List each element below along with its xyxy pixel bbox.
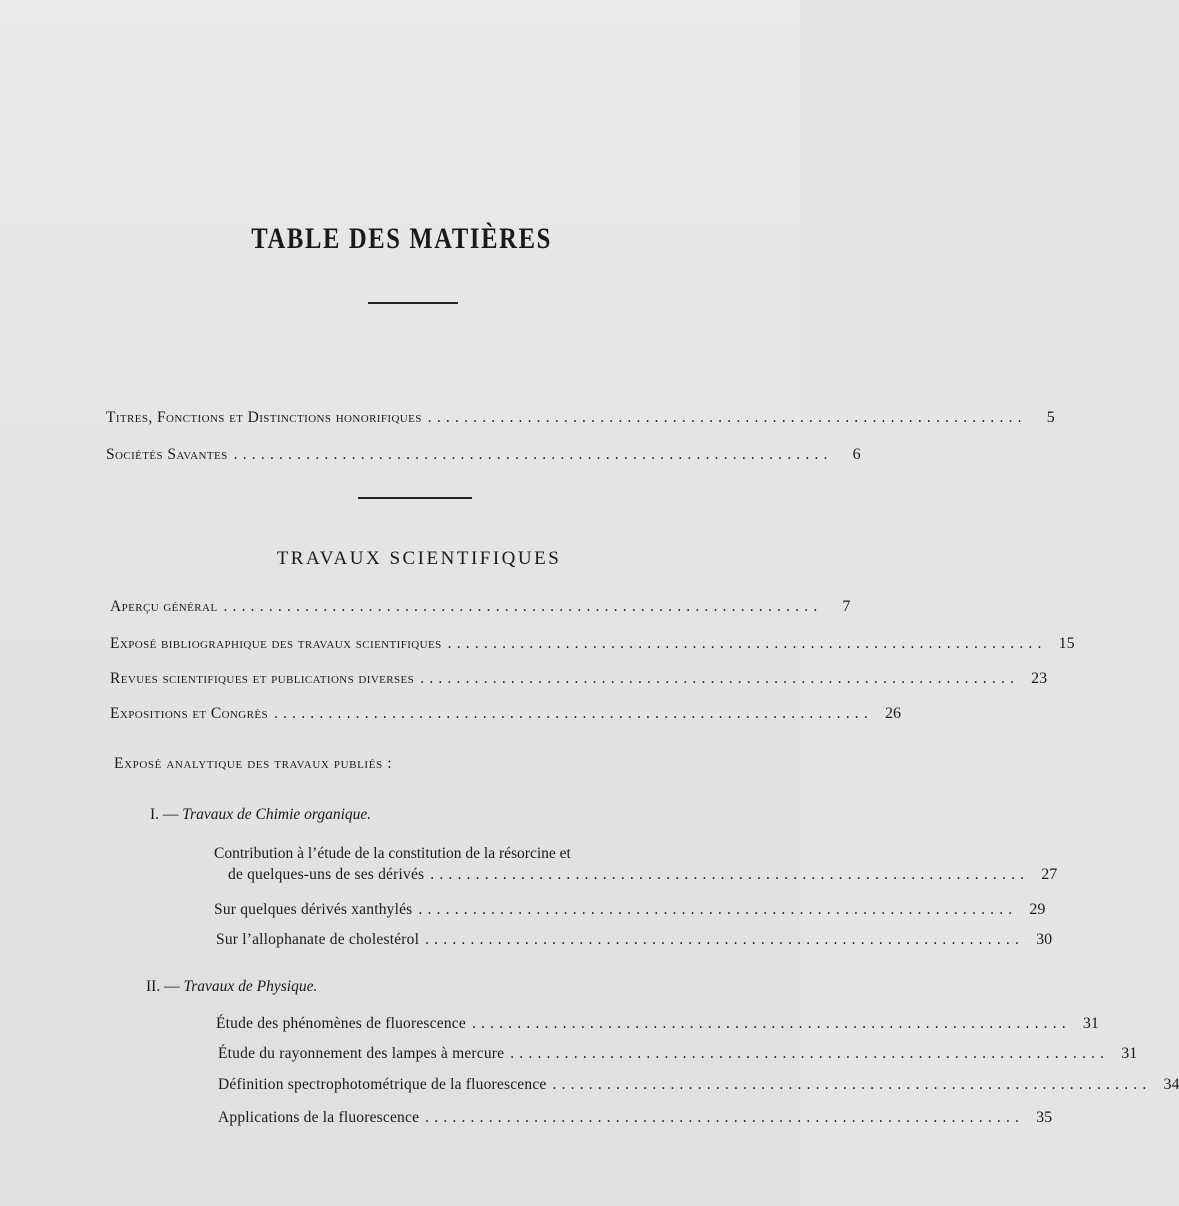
toc-entry bbox=[106, 409, 1055, 427]
group-title: Travaux de Physique. bbox=[183, 978, 318, 995]
dot-leader: .................................................................. bbox=[273, 705, 873, 722]
toc-entry-page: 30 bbox=[1036, 931, 1053, 948]
toc-entry bbox=[110, 670, 1048, 688]
toc-entry-page: 35 bbox=[1036, 1109, 1053, 1126]
toc-entry bbox=[216, 931, 1053, 949]
group-number: I. — bbox=[150, 806, 183, 823]
toc-entry-label: Étude des phénomènes de fluorescence bbox=[216, 1015, 466, 1032]
toc-entry-page: 5 bbox=[1046, 409, 1055, 426]
toc-entry-page: 27 bbox=[1041, 866, 1058, 883]
section-title: TRAVAUX SCIENTIFIQUES bbox=[276, 548, 562, 569]
toc-entry bbox=[218, 1109, 1053, 1127]
toc-entry bbox=[218, 1076, 1179, 1094]
group-title: Travaux de Chimie organique. bbox=[182, 806, 372, 823]
dot-leader: .................................................................. bbox=[552, 1076, 1152, 1093]
page-title: TABLE DES MATIÈRES bbox=[251, 222, 552, 255]
toc-entry bbox=[110, 598, 851, 616]
toc-entry-label: Expositions et Congrès bbox=[110, 705, 268, 722]
dot-leader: .................................................................. bbox=[418, 901, 1018, 918]
toc-entry bbox=[110, 635, 1075, 653]
toc-entry-label: Applications de la fluorescence bbox=[218, 1109, 420, 1126]
title-rule bbox=[368, 302, 458, 304]
toc-entry bbox=[106, 446, 861, 464]
analytic-heading: Exposé analytique des travaux publiés : bbox=[114, 755, 393, 772]
toc-entry bbox=[214, 901, 1046, 919]
dot-leader: .................................................................. bbox=[510, 1045, 1110, 1062]
toc-entry-label: Sur quelques dérivés xanthylés bbox=[214, 901, 413, 918]
dot-leader: .................................................................. bbox=[425, 931, 1025, 948]
toc-entry-page: 26 bbox=[884, 705, 901, 722]
toc-entry bbox=[216, 1015, 1099, 1033]
toc-entry-line: Contribution à l’étude de la constitution de la résorcine et bbox=[214, 845, 571, 862]
toc-entry-page: 7 bbox=[842, 598, 851, 615]
toc-entry-page: 31 bbox=[1082, 1015, 1099, 1032]
toc-entry bbox=[228, 866, 1058, 884]
dot-leader: .................................................................. bbox=[425, 1109, 1025, 1126]
toc-entry-page: 23 bbox=[1031, 670, 1048, 687]
toc-entry-label: Sociétés Savantes bbox=[106, 446, 228, 463]
toc-entry-label: Revues scientifiques et publications diverses bbox=[110, 670, 415, 687]
toc-entry bbox=[110, 705, 901, 723]
dot-leader: .................................................................. bbox=[430, 866, 1030, 883]
toc-entry-page: 31 bbox=[1121, 1045, 1138, 1062]
toc-entry-page: 34 bbox=[1163, 1076, 1179, 1093]
group-heading bbox=[146, 978, 317, 996]
section-rule bbox=[358, 497, 472, 499]
toc-entry-label: Sur l’allophanate de cholestérol bbox=[216, 931, 420, 948]
toc-entry-label: Définition spectrophotométrique de la fluorescence bbox=[218, 1076, 547, 1093]
toc-entry-page: 29 bbox=[1029, 901, 1046, 918]
toc-entry-page: 15 bbox=[1058, 635, 1075, 652]
group-heading bbox=[150, 806, 371, 824]
dot-leader: .................................................................. bbox=[447, 635, 1047, 652]
toc-entry-label: Aperçu général bbox=[110, 598, 218, 615]
toc-entry-page: 6 bbox=[852, 446, 861, 463]
toc-entry-label: de quelques-uns de ses dérivés bbox=[228, 866, 425, 883]
group-number: II. — bbox=[146, 978, 184, 995]
toc-entry-label: Exposé bibliographique des travaux scientifiques bbox=[110, 635, 442, 652]
dot-leader: .................................................................. bbox=[427, 409, 1027, 426]
dot-leader: .................................................................. bbox=[223, 598, 823, 615]
toc-entry-label: Étude du rayonnement des lampes à mercure bbox=[218, 1045, 505, 1062]
dot-leader: .................................................................. bbox=[233, 446, 833, 463]
toc-entry bbox=[218, 1045, 1138, 1063]
dot-leader: .................................................................. bbox=[420, 670, 1020, 687]
dot-leader: .................................................................. bbox=[471, 1015, 1071, 1032]
toc-entry-label: Titres, Fonctions et Distinctions honorifiques bbox=[106, 409, 422, 426]
